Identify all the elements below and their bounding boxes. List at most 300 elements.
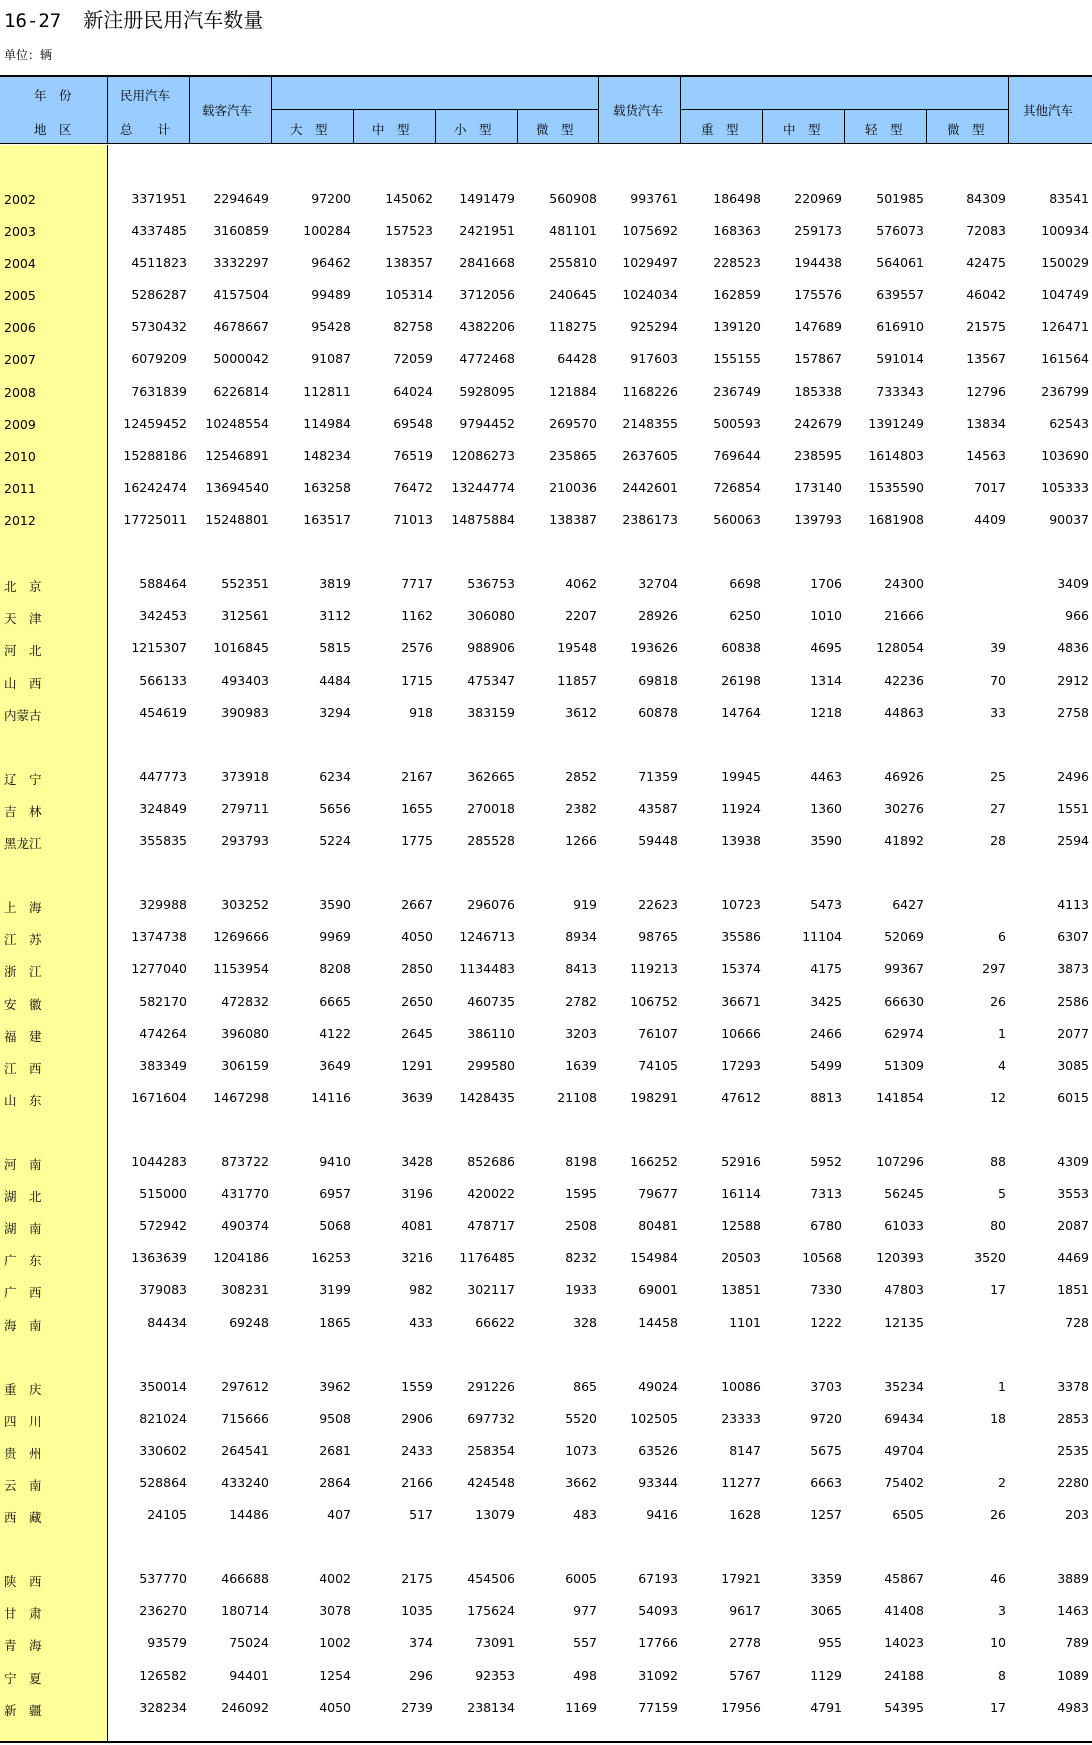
row-label: 2012 <box>4 513 36 528</box>
table-cell: 14875884 <box>451 512 515 527</box>
table-cell: 9617 <box>729 1603 761 1618</box>
table-cell: 6234 <box>319 769 351 784</box>
table-cell: 977 <box>573 1603 597 1618</box>
table-cell: 2912 <box>1057 673 1089 688</box>
table-cell: 43587 <box>638 801 678 816</box>
table-cell: 466688 <box>221 1571 269 1586</box>
table-cell: 3428 <box>401 1154 433 1169</box>
table-cell: 185338 <box>794 384 842 399</box>
table-cell: 383349 <box>139 1058 187 1073</box>
table-row <box>0 440 1092 472</box>
table-cell: 328234 <box>139 1700 187 1715</box>
row-label: 西 藏 <box>4 1510 42 1525</box>
header-truck-span <box>681 77 1009 110</box>
table-cell: 1559 <box>401 1379 433 1394</box>
header-t-heavy: 重 型 <box>681 110 763 144</box>
table-cell: 168363 <box>713 223 761 238</box>
table-cell: 19548 <box>557 640 597 655</box>
table-cell: 14764 <box>721 705 761 720</box>
table-row <box>0 279 1092 311</box>
table-cell: 4463 <box>810 769 842 784</box>
table-cell: 66630 <box>884 994 924 1009</box>
table-cell: 1277040 <box>131 961 187 976</box>
table-cell: 154984 <box>630 1250 678 1265</box>
table-cell: 1671604 <box>131 1090 187 1105</box>
table-cell: 3378 <box>1057 1379 1089 1394</box>
row-label: 吉 林 <box>4 804 42 819</box>
table-cell: 821024 <box>139 1411 187 1426</box>
table-cell: 104749 <box>1041 287 1089 302</box>
table-cell: 162859 <box>713 287 761 302</box>
table-cell: 1655 <box>401 801 433 816</box>
table-cell: 865 <box>573 1379 597 1394</box>
table-cell: 12135 <box>884 1315 924 1330</box>
table-cell: 4002 <box>319 1571 351 1586</box>
table-cell: 120393 <box>876 1250 924 1265</box>
table-cell: 4836 <box>1057 640 1089 655</box>
table-cell: 11104 <box>802 929 842 944</box>
table-cell: 15288186 <box>123 448 187 463</box>
table-cell: 21108 <box>557 1090 597 1105</box>
table-cell: 64428 <box>557 351 597 366</box>
table-cell: 4337485 <box>131 223 187 238</box>
table-cell: 2148355 <box>622 416 678 431</box>
row-label: 黑龙江 <box>4 836 42 851</box>
table-row <box>0 1146 1092 1178</box>
table-cell: 145062 <box>385 191 433 206</box>
table-cell: 5499 <box>810 1058 842 1073</box>
table-cell: 1851 <box>1057 1282 1089 1297</box>
table-cell: 1391249 <box>868 416 924 431</box>
table-cell: 1360 <box>810 801 842 816</box>
table-cell: 69434 <box>884 1411 924 1426</box>
table-cell: 1129 <box>810 1668 842 1683</box>
table-cell: 324849 <box>139 801 187 816</box>
table-row <box>0 1499 1092 1531</box>
table-cell: 2466 <box>810 1026 842 1041</box>
table-cell: 71013 <box>393 512 433 527</box>
header-t-medium: 中 型 <box>763 110 845 144</box>
table-cell: 475347 <box>467 673 515 688</box>
table-cell: 3553 <box>1057 1186 1089 1201</box>
table-row <box>0 1274 1092 1306</box>
table-cell: 1176485 <box>459 1250 515 1265</box>
table-cell: 6226814 <box>213 384 269 399</box>
table-cell: 14486 <box>229 1507 269 1522</box>
row-label: 江 苏 <box>4 932 42 947</box>
table-cell: 2681 <box>319 1443 351 1458</box>
header-total <box>108 77 190 144</box>
table-cell: 5767 <box>729 1668 761 1683</box>
table-cell: 3359 <box>810 1571 842 1586</box>
table-cell: 193626 <box>630 640 678 655</box>
table-cell: 2496 <box>1057 769 1089 784</box>
table-cell: 24105 <box>147 1507 187 1522</box>
table-cell: 18 <box>990 1411 1006 1426</box>
table-cell: 51309 <box>884 1058 924 1073</box>
table-cell: 493403 <box>221 673 269 688</box>
table-cell: 4081 <box>401 1218 433 1233</box>
table-cell: 6505 <box>892 1507 924 1522</box>
table-cell: 769644 <box>713 448 761 463</box>
table-cell: 84309 <box>966 191 1006 206</box>
table-cell: 4791 <box>810 1700 842 1715</box>
table-cell: 1101 <box>729 1315 761 1330</box>
table-row <box>0 311 1092 343</box>
row-label: 2008 <box>4 385 36 400</box>
table-cell: 988906 <box>467 640 515 655</box>
table-cell: 175576 <box>794 287 842 302</box>
table-cell: 83541 <box>1049 191 1089 206</box>
row-label: 湖 北 <box>4 1189 42 1204</box>
row-label: 贵 州 <box>4 1446 42 1461</box>
table-cell: 26198 <box>721 673 761 688</box>
table-cell: 194438 <box>794 255 842 270</box>
table-cell: 21575 <box>966 319 1006 334</box>
table-row <box>0 953 1092 985</box>
table-cell: 3712056 <box>459 287 515 302</box>
table-cell: 591014 <box>876 351 924 366</box>
table-cell: 157523 <box>385 223 433 238</box>
table-cell: 15248801 <box>205 512 269 527</box>
table-cell: 12588 <box>721 1218 761 1233</box>
table-cell: 715666 <box>221 1411 269 1426</box>
table-cell: 138387 <box>549 512 597 527</box>
table-cell: 62543 <box>1049 416 1089 431</box>
table-cell: 552351 <box>221 576 269 591</box>
header-p-small: 小 型 <box>436 110 518 144</box>
table-cell: 100284 <box>303 223 351 238</box>
table-cell: 98765 <box>638 929 678 944</box>
table-cell: 26 <box>990 994 1006 1009</box>
row-label: 北 京 <box>4 579 42 594</box>
table-cell: 52069 <box>884 929 924 944</box>
table-cell: 1775 <box>401 833 433 848</box>
table-cell: 1029497 <box>622 255 678 270</box>
table-cell: 22623 <box>638 897 678 912</box>
table-cell: 312561 <box>221 608 269 623</box>
table-cell: 582170 <box>139 994 187 1009</box>
table-cell: 10666 <box>721 1026 761 1041</box>
table-cell: 60878 <box>638 705 678 720</box>
table-cell: 6957 <box>319 1186 351 1201</box>
table-row <box>0 408 1092 440</box>
table-cell: 9508 <box>319 1411 351 1426</box>
row-label: 2005 <box>4 288 36 303</box>
table-row <box>0 1627 1092 1659</box>
table-cell: 4122 <box>319 1026 351 1041</box>
table-cell: 17725011 <box>123 512 187 527</box>
header-total-top: 民用汽车 <box>120 88 171 103</box>
table-cell: 1374738 <box>131 929 187 944</box>
table-cell: 390983 <box>221 705 269 720</box>
table-cell: 3203 <box>565 1026 597 1041</box>
unit-label: 单位：辆 <box>4 48 53 62</box>
table-cell: 107296 <box>876 1154 924 1169</box>
table-cell: 3639 <box>401 1090 433 1105</box>
table-cell: 13079 <box>475 1507 515 1522</box>
header-p-medium: 中 型 <box>354 110 436 144</box>
table-cell: 2576 <box>401 640 433 655</box>
table-cell: 4772468 <box>459 351 515 366</box>
table-cell: 66622 <box>475 1315 515 1330</box>
table-cell: 60838 <box>721 640 761 655</box>
table-cell: 210036 <box>549 480 597 495</box>
row-label: 山 西 <box>4 676 42 691</box>
table-cell: 240645 <box>549 287 597 302</box>
table-cell: 7717 <box>401 576 433 591</box>
table-cell: 73091 <box>475 1635 515 1650</box>
table-cell: 269570 <box>549 416 597 431</box>
table-cell: 560063 <box>713 512 761 527</box>
table-cell: 30276 <box>884 801 924 816</box>
table-cell: 106752 <box>630 994 678 1009</box>
table-cell: 374 <box>409 1635 433 1650</box>
table-cell: 242679 <box>794 416 842 431</box>
table-cell: 500593 <box>713 416 761 431</box>
table-cell: 45867 <box>884 1571 924 1586</box>
table-cell: 105314 <box>385 287 433 302</box>
table-cell: 24300 <box>884 576 924 591</box>
row-label: 2002 <box>4 192 36 207</box>
table-cell: 2650 <box>401 994 433 1009</box>
table-cell: 264541 <box>221 1443 269 1458</box>
table-cell: 64024 <box>393 384 433 399</box>
table-cell: 23333 <box>721 1411 761 1426</box>
table-cell: 7631839 <box>131 384 187 399</box>
table-cell: 396080 <box>221 1026 269 1041</box>
row-label: 海 南 <box>4 1318 42 1333</box>
table-cell: 9969 <box>319 929 351 944</box>
table-cell: 329988 <box>139 897 187 912</box>
header-passenger <box>190 77 272 144</box>
table-cell: 6079209 <box>131 351 187 366</box>
table-cell: 13851 <box>721 1282 761 1297</box>
table-cell: 1639 <box>565 1058 597 1073</box>
table-cell: 355835 <box>139 833 187 848</box>
row-label: 湖 南 <box>4 1221 42 1236</box>
table-cell: 8413 <box>565 961 597 976</box>
table-cell: 235865 <box>549 448 597 463</box>
row-label: 天 津 <box>4 611 42 626</box>
table-cell: 47612 <box>721 1090 761 1105</box>
table-cell: 350014 <box>139 1379 187 1394</box>
table-row <box>0 376 1092 408</box>
table-row <box>0 1018 1092 1050</box>
table-cell: 96462 <box>311 255 351 270</box>
table-cell: 76107 <box>638 1026 678 1041</box>
table-cell: 447773 <box>139 769 187 784</box>
table-cell: 47803 <box>884 1282 924 1297</box>
table-row <box>0 986 1092 1018</box>
table-cell: 41408 <box>884 1603 924 1618</box>
table-cell: 105333 <box>1041 480 1089 495</box>
table-cell: 2294649 <box>213 191 269 206</box>
table-cell: 77159 <box>638 1700 678 1715</box>
row-label: 福 建 <box>4 1029 42 1044</box>
table-cell: 303252 <box>221 897 269 912</box>
table-cell: 198291 <box>630 1090 678 1105</box>
table-cell: 13567 <box>966 351 1006 366</box>
table-cell: 69001 <box>638 1282 678 1297</box>
table-cell: 1035 <box>401 1603 433 1618</box>
table-cell: 330602 <box>139 1443 187 1458</box>
table-cell: 302117 <box>467 1282 515 1297</box>
header-t-mini: 微 型 <box>927 110 1009 144</box>
table-row <box>0 697 1092 729</box>
table-cell: 873722 <box>221 1154 269 1169</box>
table-row <box>0 1242 1092 1274</box>
table-cell: 6698 <box>729 576 761 591</box>
table-row <box>0 1467 1092 1499</box>
table-cell: 1075692 <box>622 223 678 238</box>
row-label: 辽 宁 <box>4 772 42 787</box>
table-cell: 536753 <box>467 576 515 591</box>
table-cell: 67193 <box>638 1571 678 1586</box>
table-cell: 1162 <box>401 608 433 623</box>
table-cell: 2637605 <box>622 448 678 463</box>
table-cell: 180714 <box>221 1603 269 1618</box>
table-cell: 2386173 <box>622 512 678 527</box>
table-cell: 4983 <box>1057 1700 1089 1715</box>
table-cell: 62974 <box>884 1026 924 1041</box>
table-row <box>0 1050 1092 1082</box>
table-cell: 1153954 <box>213 961 269 976</box>
table-cell: 35234 <box>884 1379 924 1394</box>
table-cell: 3425 <box>810 994 842 1009</box>
table-cell: 2175 <box>401 1571 433 1586</box>
table-cell: 3409 <box>1057 576 1089 591</box>
table-cell: 306080 <box>467 608 515 623</box>
table-cell: 1266 <box>565 833 597 848</box>
table-cell: 2421951 <box>459 223 515 238</box>
table-cell: 80 <box>990 1218 1006 1233</box>
table-cell: 10 <box>990 1635 1006 1650</box>
table-cell: 8 <box>998 1668 1006 1683</box>
table-cell: 93344 <box>638 1475 678 1490</box>
table-cell: 1073 <box>565 1443 597 1458</box>
table-cell: 454619 <box>139 705 187 720</box>
table-cell: 2166 <box>401 1475 433 1490</box>
table-cell: 35586 <box>721 929 761 944</box>
header-truck <box>599 77 681 144</box>
header-passenger-span <box>272 77 599 110</box>
table-cell: 308231 <box>221 1282 269 1297</box>
table-cell: 6663 <box>810 1475 842 1490</box>
table-row <box>0 665 1092 697</box>
table-cell: 5286287 <box>131 287 187 302</box>
table-row <box>0 343 1092 375</box>
row-label: 广 东 <box>4 1253 42 1268</box>
row-label: 2003 <box>4 224 36 239</box>
table-cell: 454506 <box>467 1571 515 1586</box>
table-cell: 1134483 <box>459 961 515 976</box>
table-cell: 433 <box>409 1315 433 1330</box>
table-cell: 1168226 <box>622 384 678 399</box>
row-label: 重 庆 <box>4 1382 42 1397</box>
table-cell: 515000 <box>139 1186 187 1201</box>
row-label: 陕 西 <box>4 1574 42 1589</box>
table-cell: 1933 <box>565 1282 597 1297</box>
table-cell: 112811 <box>303 384 351 399</box>
table-cell: 1044283 <box>131 1154 187 1169</box>
table-cell: 21666 <box>884 608 924 623</box>
table-cell: 17293 <box>721 1058 761 1073</box>
table-cell: 2841668 <box>459 255 515 270</box>
table-cell: 490374 <box>221 1218 269 1233</box>
table-cell: 2594 <box>1057 833 1089 848</box>
table-cell: 6427 <box>892 897 924 912</box>
table-row <box>0 1660 1092 1692</box>
table-cell: 3 <box>998 1603 1006 1618</box>
table-row <box>0 1563 1092 1595</box>
table-cell: 328 <box>573 1315 597 1330</box>
table-row <box>0 761 1092 793</box>
table-cell: 56245 <box>884 1186 924 1201</box>
row-label: 宁 夏 <box>4 1671 42 1686</box>
table-cell: 2586 <box>1057 994 1089 1009</box>
table-cell: 4175 <box>810 961 842 976</box>
table-cell: 10086 <box>721 1379 761 1394</box>
table-cell: 576073 <box>876 223 924 238</box>
table-cell: 28 <box>990 833 1006 848</box>
table-cell: 639557 <box>876 287 924 302</box>
table-cell: 2077 <box>1057 1026 1089 1041</box>
table-cell: 8147 <box>729 1443 761 1458</box>
table-cell: 138357 <box>385 255 433 270</box>
table-cell: 119213 <box>630 961 678 976</box>
table-cell: 139120 <box>713 319 761 334</box>
table-cell: 103690 <box>1041 448 1089 463</box>
table-cell: 95428 <box>311 319 351 334</box>
table-cell: 2758 <box>1057 705 1089 720</box>
table-cell: 8232 <box>565 1250 597 1265</box>
table-cell: 114984 <box>303 416 351 431</box>
table-cell: 1428435 <box>459 1090 515 1105</box>
row-label: 2007 <box>4 352 36 367</box>
table-cell: 17 <box>990 1700 1006 1715</box>
table-cell: 1715 <box>401 673 433 688</box>
table-cell: 1314 <box>810 673 842 688</box>
table-cell: 9720 <box>810 1411 842 1426</box>
row-label: 2004 <box>4 256 36 271</box>
table-cell: 1595 <box>565 1186 597 1201</box>
table-cell: 2442601 <box>622 480 678 495</box>
table-cell: 1628 <box>729 1507 761 1522</box>
table-cell: 14458 <box>638 1315 678 1330</box>
table-cell: 90037 <box>1049 512 1089 527</box>
table-cell: 1169 <box>565 1700 597 1715</box>
table-cell: 460735 <box>467 994 515 1009</box>
table-cell: 1257 <box>810 1507 842 1522</box>
table-cell: 126582 <box>139 1668 187 1683</box>
table-cell: 1218 <box>810 705 842 720</box>
table-row <box>0 1403 1092 1435</box>
table-cell: 4678667 <box>213 319 269 334</box>
table-cell: 917603 <box>630 351 678 366</box>
table-cell: 481101 <box>549 223 597 238</box>
table-cell: 293793 <box>221 833 269 848</box>
table-cell: 13834 <box>966 416 1006 431</box>
table-cell: 3962 <box>319 1379 351 1394</box>
table-cell: 955 <box>818 1635 842 1650</box>
table-cell: 4 <box>998 1058 1006 1073</box>
table-cell: 270018 <box>467 801 515 816</box>
table-cell: 8934 <box>565 929 597 944</box>
table-cell: 1865 <box>319 1315 351 1330</box>
header-t-light: 轻 型 <box>845 110 927 144</box>
table-cell: 97200 <box>311 191 351 206</box>
